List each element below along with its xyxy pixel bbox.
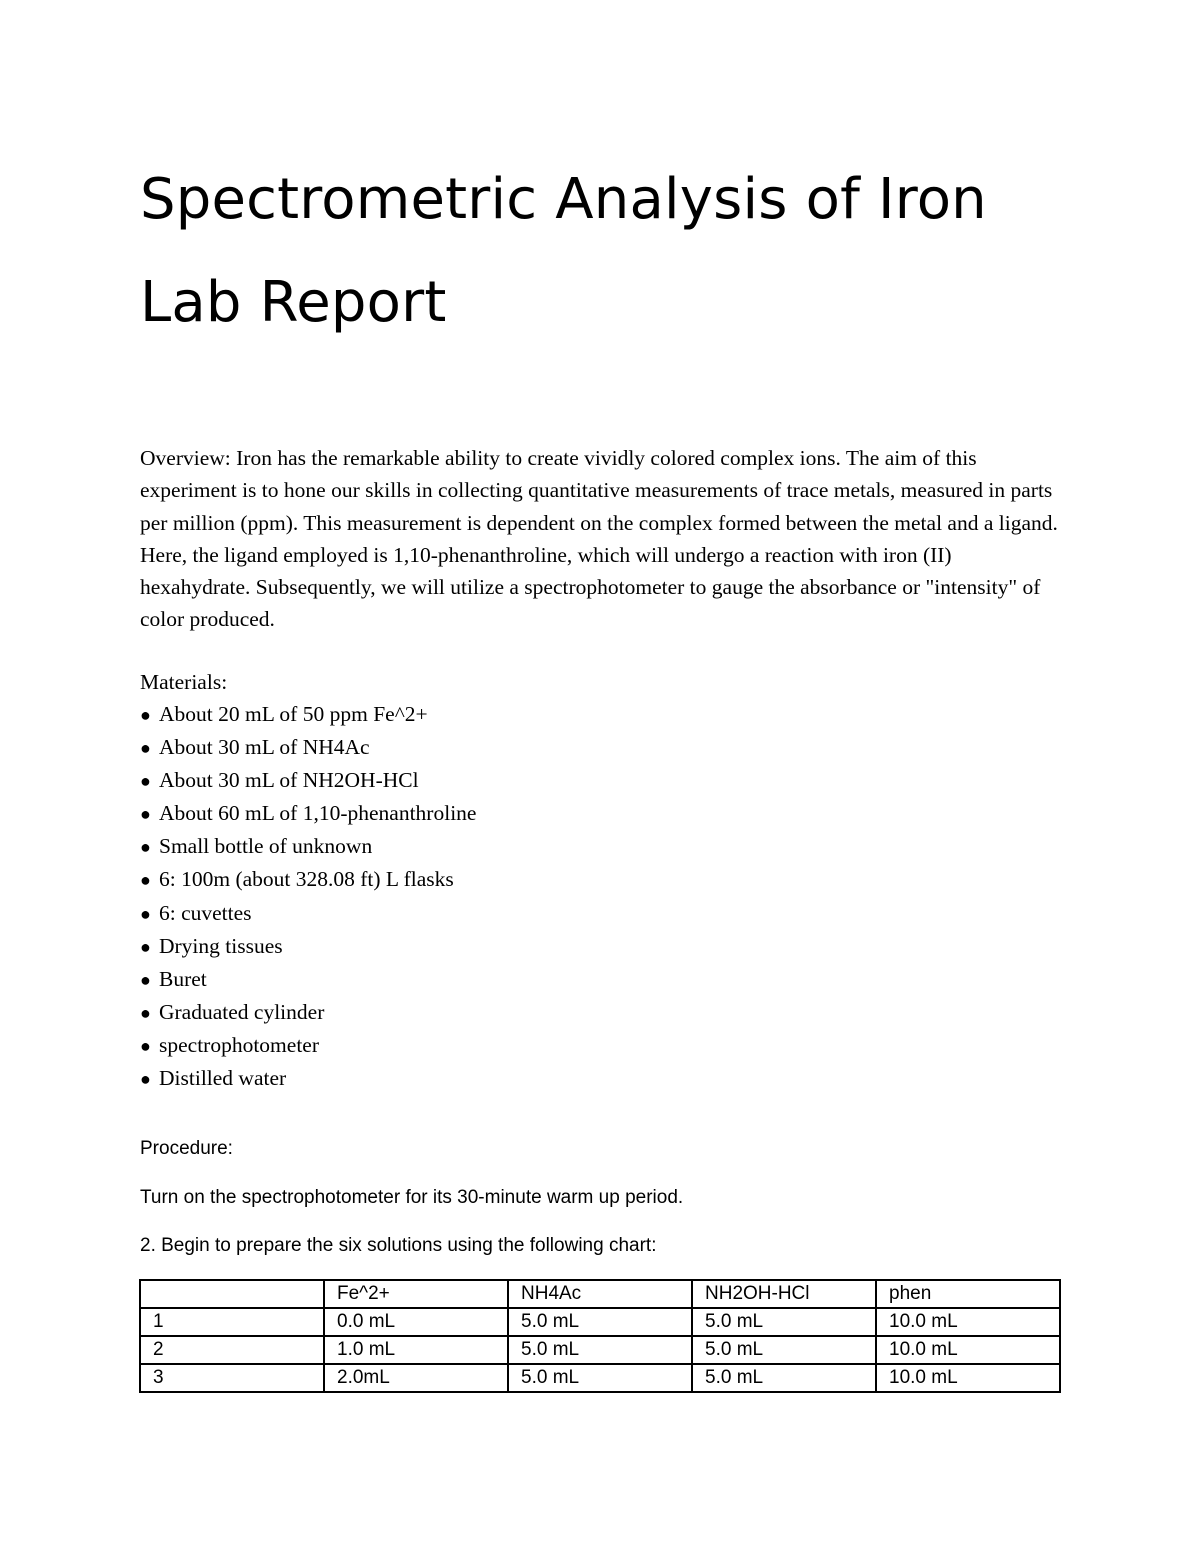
materials-list	[140, 698, 476, 1095]
list-item	[140, 1062, 476, 1095]
list-item	[140, 1029, 476, 1062]
list-item	[140, 897, 476, 930]
solutions-chart-table	[139, 1279, 1061, 1393]
table-header-cell: NH4Ac	[508, 1280, 692, 1308]
table-cell: 5.0 mL	[692, 1336, 876, 1364]
bullet-icon: ●	[140, 804, 151, 825]
materials-heading: Materials:	[140, 670, 228, 694]
bullet-icon: ●	[140, 771, 151, 792]
bullet-icon: ●	[140, 936, 151, 957]
procedure-step-2: 2. Begin to prepare the six solutions using the following chart:	[140, 1235, 657, 1256]
list-item	[140, 930, 476, 963]
list-item	[140, 797, 476, 830]
bullet-icon: ●	[140, 870, 151, 891]
table-cell: 5.0 mL	[508, 1308, 692, 1336]
table-header-cell: Fe^2+	[324, 1280, 508, 1308]
table-row	[140, 1364, 1060, 1392]
list-item	[140, 698, 476, 731]
table-cell: 10.0 mL	[876, 1364, 1060, 1392]
table-cell: 10.0 mL	[876, 1308, 1060, 1336]
bullet-icon: ●	[140, 1035, 151, 1056]
document-title	[140, 148, 1100, 354]
list-item	[140, 764, 476, 797]
table-header-cell	[140, 1280, 324, 1308]
material-item-label: Distilled water	[159, 1066, 287, 1091]
material-item-label: About 30 mL of NH4Ac	[159, 735, 370, 760]
material-item-label: About 20 mL of 50 ppm Fe^2+	[159, 702, 428, 726]
bullet-icon: ●	[140, 1002, 151, 1023]
overview-paragraph: Overview: Iron has the remarkable ability to create vividly colored complex ions. The aim of this experiment is to hone our skills in collecting quantitative measurements of trace metals, measured in parts per million (ppm). This measurement is dependent on the complex formed between the metal and a ligand. Here, the ligand employed is 1,10-phenanthroline, which will undergo a reaction with iron (II) hexahydrate. Subsequently, we will utilize a spectrophotometer to gauge the absorbance or "intensity" of color produced.	[140, 446, 1058, 632]
material-item-label: spectrophotometer	[159, 1032, 320, 1057]
table-cell: 10.0 mL	[876, 1336, 1060, 1364]
material-item-label: About 60 mL of 1,10-phenanthroline	[159, 801, 477, 826]
table-cell: 0.0 mL	[324, 1308, 508, 1336]
table-header-row	[140, 1280, 1060, 1308]
title-line-2: Lab Report	[140, 270, 447, 335]
list-item	[140, 830, 476, 863]
material-item-label: 6: 100m (about 328.08 ft) L flasks	[159, 867, 454, 892]
material-item-label: Small bottle of unknown	[159, 834, 373, 859]
material-item-label: About 30 mL of NH2OH-HCl	[159, 768, 419, 793]
list-item	[140, 996, 476, 1029]
bullet-icon: ●	[140, 705, 151, 725]
table-cell: 5.0 mL	[692, 1308, 876, 1336]
table-cell: 2	[140, 1336, 324, 1364]
table-cell: 5.0 mL	[508, 1336, 692, 1364]
material-item-label: Buret	[159, 966, 207, 991]
list-item	[140, 863, 476, 896]
table-cell: 2.0mL	[324, 1364, 508, 1392]
table-cell: 5.0 mL	[508, 1364, 692, 1392]
material-item-label: Graduated cylinder	[159, 999, 325, 1024]
procedure-heading: Procedure:	[140, 1138, 233, 1159]
table-cell: 1	[140, 1308, 324, 1336]
table-header-cell: NH2OH-HCl	[692, 1280, 876, 1308]
title-line-1: Spectrometric Analysis of Iron	[140, 167, 987, 232]
table-cell: 5.0 mL	[692, 1364, 876, 1392]
table-row	[140, 1336, 1060, 1364]
table-header-cell: phen	[876, 1280, 1060, 1308]
table-cell: 3	[140, 1364, 324, 1392]
bullet-icon: ●	[140, 738, 151, 759]
material-item-label: Drying tissues	[159, 933, 283, 958]
bullet-icon: ●	[140, 969, 151, 990]
material-item-label: 6: cuvettes	[159, 900, 252, 925]
list-item	[140, 963, 476, 996]
bullet-icon: ●	[140, 837, 151, 858]
bullet-icon: ●	[140, 903, 151, 924]
table-row	[140, 1308, 1060, 1336]
bullet-icon: ●	[140, 1069, 151, 1090]
procedure-step-1: Turn on the spectrophotometer for its 30-minute warm up period.	[140, 1187, 684, 1208]
list-item	[140, 731, 476, 764]
table-cell: 1.0 mL	[324, 1336, 508, 1364]
